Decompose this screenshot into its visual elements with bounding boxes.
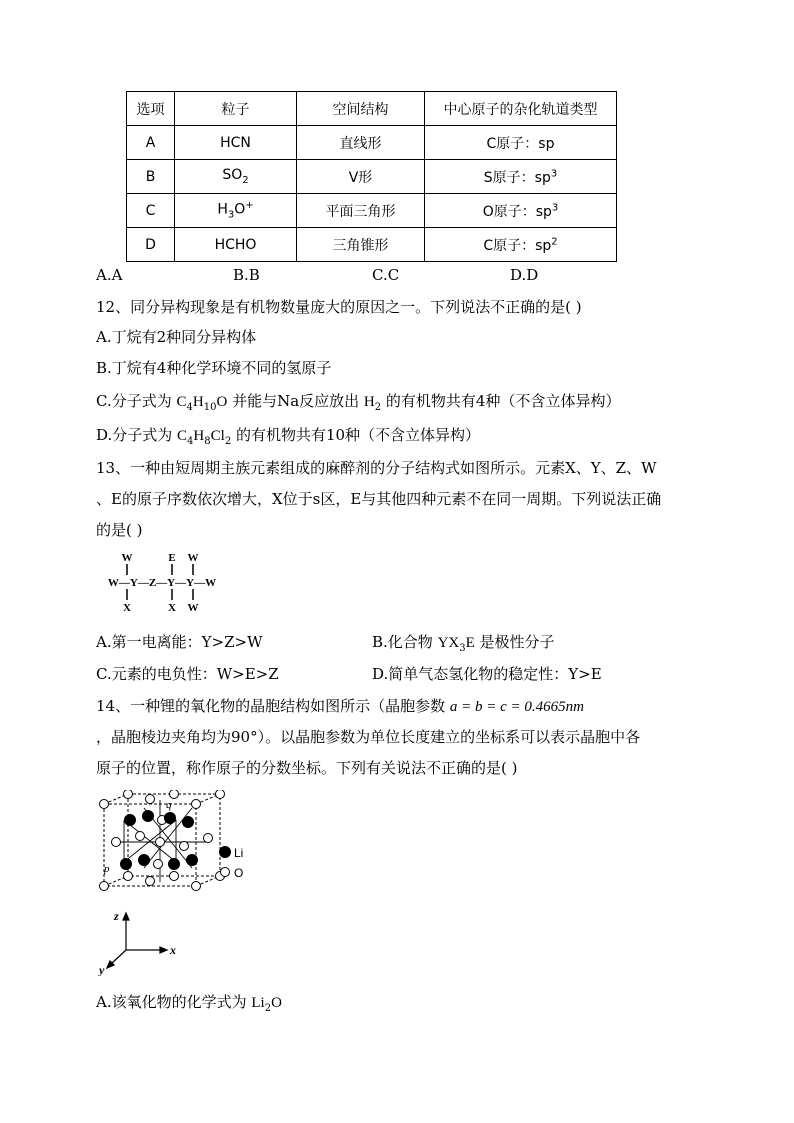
formula-sub: 3 xyxy=(459,643,466,654)
o-legend-marker xyxy=(221,868,230,877)
text: D.分子式为 xyxy=(96,426,178,444)
q12-option-d xyxy=(96,424,480,447)
text: 的有机物共有10种（不含立体异构） xyxy=(231,426,481,444)
atom-label: E xyxy=(168,552,176,564)
q11-choice-b: B.B xyxy=(233,266,260,284)
table-row xyxy=(127,228,617,262)
formula-part: H xyxy=(363,394,375,410)
atom-label: W xyxy=(187,602,199,614)
formula-part: H xyxy=(193,428,205,444)
formula-part: O xyxy=(234,201,246,218)
atom-label: W xyxy=(121,552,133,564)
particle-cell: HCHO xyxy=(175,228,297,262)
header-cell: 空间结构 xyxy=(297,92,425,126)
formula-part: H xyxy=(217,201,228,218)
formula-part: C xyxy=(177,428,188,444)
text: A.该氧化物的化学式为 xyxy=(96,993,252,1011)
hybrid-cell xyxy=(425,194,617,228)
main-chain: W—Y—Z—Y—Y—W xyxy=(107,577,217,589)
particle-cell xyxy=(175,194,297,228)
hybrid-sup: 3 xyxy=(550,167,558,179)
q13-stem-line1: 13、一种由短周期主族元素组成的麻醉剂的分子结构式如图所示。元素X、Y、Z、W xyxy=(96,459,657,477)
hybrid-sup: 2 xyxy=(551,235,558,247)
option-cell: B xyxy=(127,160,175,194)
shape-cell: 直线形 xyxy=(297,126,425,160)
q14-stem-line1 xyxy=(96,695,584,716)
q12-option-b: B.丁烷有4种化学环境不同的氢原子 xyxy=(96,359,332,377)
q14-stem-line2: ，晶胞棱边夹角均为90°）。以晶胞参数为单位长度建立的坐标系可以表示晶胞中各 xyxy=(96,728,641,746)
text: C.分子式为 xyxy=(96,392,177,410)
q13-option-b xyxy=(372,631,555,654)
header-cell: 中心原子的杂化轨道类型 xyxy=(425,92,617,126)
formula-sub: 4 xyxy=(187,436,194,447)
formula-part: H xyxy=(192,394,204,410)
q11-choice-d: D.D xyxy=(510,266,539,284)
text: B.化合物 xyxy=(372,633,438,651)
legend-o-label: O xyxy=(234,866,244,880)
label-p: p xyxy=(104,863,110,875)
q13-option-d: D.简单气态氢化物的稳定性：Y>E xyxy=(372,665,602,683)
particle-cell: HCN xyxy=(175,126,297,160)
legend-li-label: Li xyxy=(234,846,244,860)
q12-option-a: A.丁烷有2种同分异构体 xyxy=(96,328,257,346)
formula-part: O xyxy=(271,995,282,1011)
hybrid-cell xyxy=(425,160,617,194)
hybrid-type: sp xyxy=(534,169,551,186)
q14-stem-line3: 原子的位置，称作原子的分数坐标。下列有关说法不正确的是( ) xyxy=(96,759,518,777)
shape-cell: V形 xyxy=(297,160,425,194)
table-row xyxy=(127,126,617,160)
text: 是极性分子 xyxy=(474,633,555,651)
table-header-row xyxy=(127,92,617,126)
formula-part: SO xyxy=(222,167,243,184)
formula-part: Cl xyxy=(210,428,225,444)
formula-sub: 8 xyxy=(204,436,211,447)
formula-sub: 3 xyxy=(227,209,235,221)
q13-option-a: A.第一电离能：Y>Z>W xyxy=(96,633,263,651)
text: 的有机物共有4种（不含立体异构） xyxy=(381,392,621,410)
atom-label: X xyxy=(123,602,131,614)
text: 并能与Na反应放出 xyxy=(227,392,364,410)
molecule-structure xyxy=(96,548,236,616)
q12-option-c xyxy=(96,390,620,413)
hybrid-prefix: S原子： xyxy=(483,169,535,186)
formula-sub: 2 xyxy=(374,402,382,413)
axis-x-label: x xyxy=(170,943,176,957)
shape-cell: 平面三角形 xyxy=(297,194,425,228)
q13-stem-line3: 的是( ) xyxy=(96,521,143,539)
q14-option-a xyxy=(96,991,282,1014)
formula-part: O xyxy=(216,394,228,410)
label-q: q xyxy=(166,799,172,811)
formula-part: YX xyxy=(437,635,460,651)
coordinate-axes xyxy=(96,906,180,976)
option-cell: A xyxy=(127,126,175,160)
header-cell: 选项 xyxy=(127,92,175,126)
legend xyxy=(216,840,256,882)
axis-z-label: z xyxy=(114,909,119,923)
q12-stem: 12、同分异构现象是有机物数量庞大的原因之一。下列说法不正确的是( ) xyxy=(96,298,582,316)
q13-stem-line2: 、E的原子序数依次增大，X位于s区，E与其他四种元素不在同一周期。下列说法正确 xyxy=(96,490,662,508)
option-cell: C xyxy=(127,194,175,228)
formula-part: Li xyxy=(251,995,265,1011)
text: 14、一种锂的氧化物的晶胞结构如图所示（晶胞参数 xyxy=(96,697,450,715)
li-legend-marker xyxy=(219,846,231,858)
q11-choice-c: C.C xyxy=(372,266,400,284)
formula-sub: 2 xyxy=(264,1003,272,1014)
q13-option-c: C.元素的电负性：W>E>Z xyxy=(96,665,279,683)
hybrid-type: sp xyxy=(535,237,552,254)
particle-cell xyxy=(175,160,297,194)
axis-y-label: y xyxy=(99,963,105,976)
header-cell: 粒子 xyxy=(175,92,297,126)
formula-sub: 4 xyxy=(186,402,193,413)
shape-cell: 三角锥形 xyxy=(297,228,425,262)
hybrid-prefix: C原子： xyxy=(486,135,539,152)
formula-sub: 10 xyxy=(203,402,217,413)
formula-part: C xyxy=(176,394,187,410)
hybrid-sup: 3 xyxy=(551,201,559,213)
lattice-parameter: a = b = c = 0.4665nm xyxy=(449,699,584,715)
atom-label: W xyxy=(187,552,199,564)
hybrid-type: sp xyxy=(535,203,552,220)
formula-sup: + xyxy=(245,200,254,212)
table-row xyxy=(127,160,617,194)
options-table xyxy=(126,91,617,262)
hybrid-prefix: O原子： xyxy=(482,203,536,220)
formula-sub: 2 xyxy=(224,436,232,447)
hybrid-cell xyxy=(425,126,617,160)
formula-sub: 2 xyxy=(242,174,249,186)
q11-choice-a: A.A xyxy=(96,266,123,284)
hybrid-prefix: C原子： xyxy=(483,237,536,254)
formula-part: E xyxy=(465,635,475,651)
option-cell: D xyxy=(127,228,175,262)
hybrid-type: sp xyxy=(538,135,555,152)
hybrid-cell xyxy=(425,228,617,262)
atom-label: X xyxy=(168,602,176,614)
table-row xyxy=(127,194,617,228)
